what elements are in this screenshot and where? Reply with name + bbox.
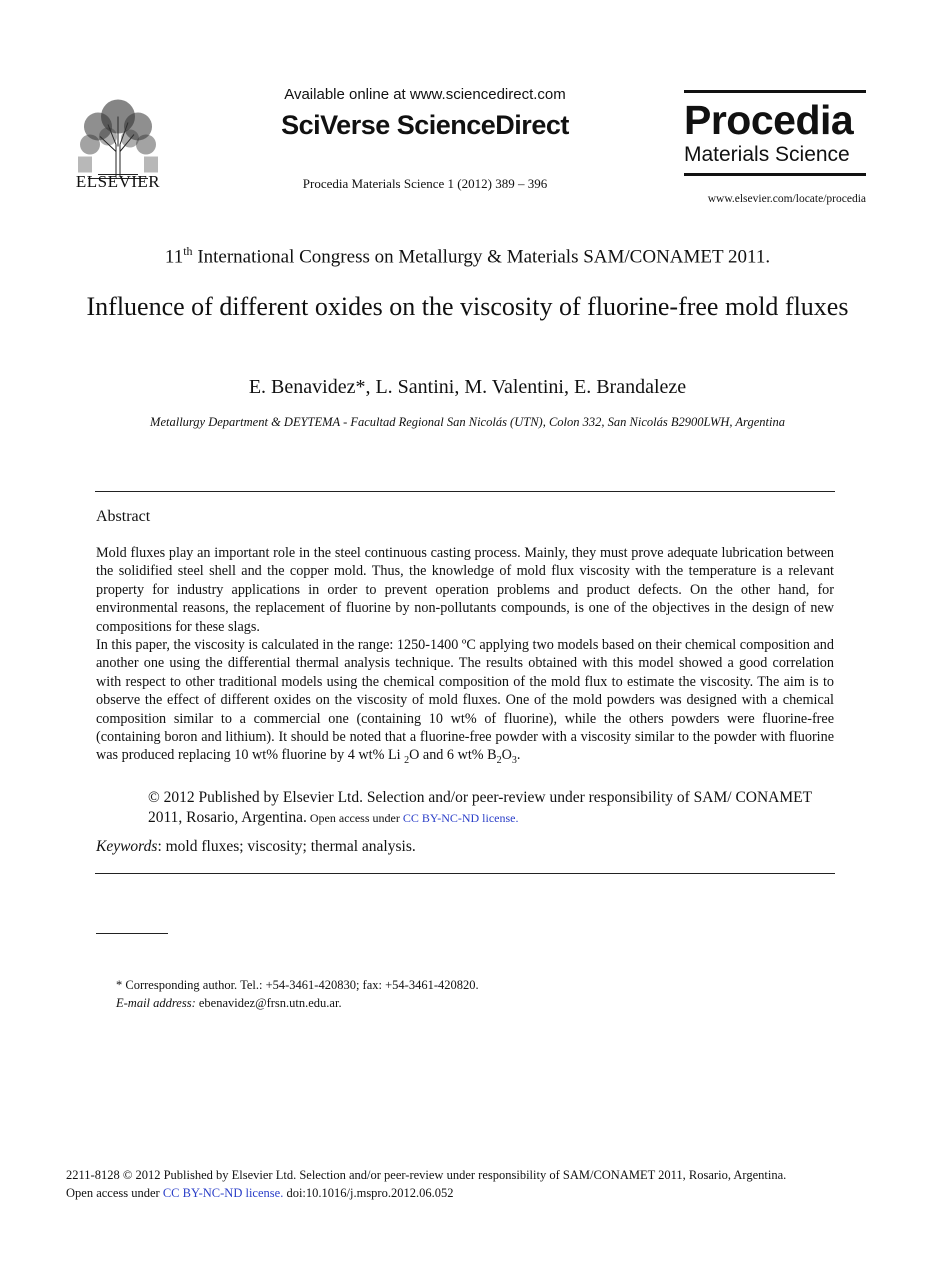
abstract-paragraph-2-text: In this paper, the viscosity is calculated in the range: 1250-1400 ºC applying two models based on their chemical composition and another one using the differential thermal analysis technique. The results obtained with this model showed a good correlation with respect to other traditional models using the chemical composition of the mold flux to estimate the viscosity. The aim is to observe the effect of different oxides on the viscosity of mold fluxes. One of the mold powders was designed with a chemical composition similar to a commercial one (containing 10 wt% of fluorine), while the others powders were fluorine-free (containing boron and lithium). It should be noted that a fluorine-free powder with a viscosity similar to the powder with fluorine was produced replacing 10 wt% fluorine by 4 wt% Li (96, 637, 834, 764)
b-subscript: 2 (496, 755, 502, 767)
keywords-label: Keywords (96, 838, 158, 855)
abstract-paragraph-2 (96, 636, 834, 771)
copyright-text: © 2012 Published by Elsevier Ltd. Selection and/or peer-review under responsibility of SAM/ CONAMET 2011, Rosario, Argentina. (148, 789, 812, 826)
available-online-text: Available online at www.sciencedirect.com (284, 86, 566, 103)
logo-top-bar (684, 90, 866, 93)
keywords (96, 838, 416, 856)
procedia-logo (684, 90, 866, 176)
li-subscript: 2 (404, 755, 410, 767)
footer-access-line (66, 1184, 866, 1202)
conference-name: International Congress on Metallurgy & Materials SAM/CONAMET 2011. (192, 246, 771, 268)
abstract-heading: Abstract (96, 508, 151, 525)
footer-copyright: 2211-8128 © 2012 Published by Elsevier Ltd. Selection and/or peer-review under responsibility of SAM/CONAMET 2011, Rosario, Argentina. (66, 1168, 787, 1182)
top-divider (95, 491, 835, 492)
footnote (116, 976, 816, 1012)
bottom-divider (95, 873, 835, 874)
affiliation: Metallurgy Department & DEYTEMA - Facultad Regional San Nicolás (UTN), Colon 332, San Nicolás B2900LWH, Argentina (150, 415, 785, 429)
o-subscript: 3 (511, 755, 517, 767)
paper-title: Influence of different oxides on the viscosity of fluorine-free mold fluxes (86, 292, 849, 321)
keywords-text: : mold fluxes; viscosity; thermal analysis. (157, 838, 416, 855)
footer-doi[interactable]: doi:10.1016/j.mspro.2012.06.052 (283, 1186, 454, 1200)
email-label: E-mail address: (116, 996, 196, 1010)
conference-number: 11 (164, 246, 184, 268)
logo-bottom-bar (684, 173, 866, 176)
footer-license-link[interactable]: CC BY-NC-ND license. (162, 1186, 284, 1200)
footnote-rule (96, 933, 168, 934)
conference-ordinal: th (183, 244, 193, 258)
footer-open-access: Open access under (66, 1186, 163, 1200)
journal-title: Procedia (684, 97, 854, 143)
conference-line (60, 244, 875, 268)
abstract-o-text: O (501, 747, 512, 764)
journal-url[interactable]: www.elsevier.com/locate/procedia (707, 193, 866, 205)
license-link[interactable]: CC BY-NC-ND license. (402, 811, 519, 825)
author-list: E. Benavidez*, L. Santini, M. Valentini, E. Brandaleze (248, 376, 687, 398)
page-footer (66, 1166, 866, 1202)
journal-reference: Procedia Materials Science 1 (2012) 389 – 396 (302, 176, 548, 191)
journal-subtitle: Materials Science (684, 143, 850, 166)
sciverse-sciencedirect-logo: SciVerse ScienceDirect (281, 110, 569, 140)
email-address[interactable]: ebenavidez@frsn.utn.edu.ar. (195, 996, 342, 1010)
abstract-paragraph-1: Mold fluxes play an important role in the steel continuous casting process. Mainly, they must prove adequate lubrication between the solidified steel shell and the copper mold. Thus, the knowledge of mold flux viscosity with the temperature is a relevant property for industry applications in order to prevent operation problems and product defects. On the other hand, for environmental reasons, the replacement of fluorine by non-pollutants compounds, is one of the objectives in the design of new compositions for these slags. (96, 545, 834, 635)
elsevier-wordmark: ELSEVIER (75, 172, 161, 191)
open-access-text: Open access under (306, 811, 403, 825)
abstract-body (96, 544, 834, 771)
abstract-oxide-text: O and 6 wt% B (409, 747, 497, 764)
copyright-notice (148, 788, 834, 828)
abstract-end: . (516, 747, 521, 764)
corresponding-author: * Corresponding author. Tel.: +54-3461-420830; fax: +54-3461-420820. (116, 978, 479, 992)
email-line (116, 994, 816, 1012)
